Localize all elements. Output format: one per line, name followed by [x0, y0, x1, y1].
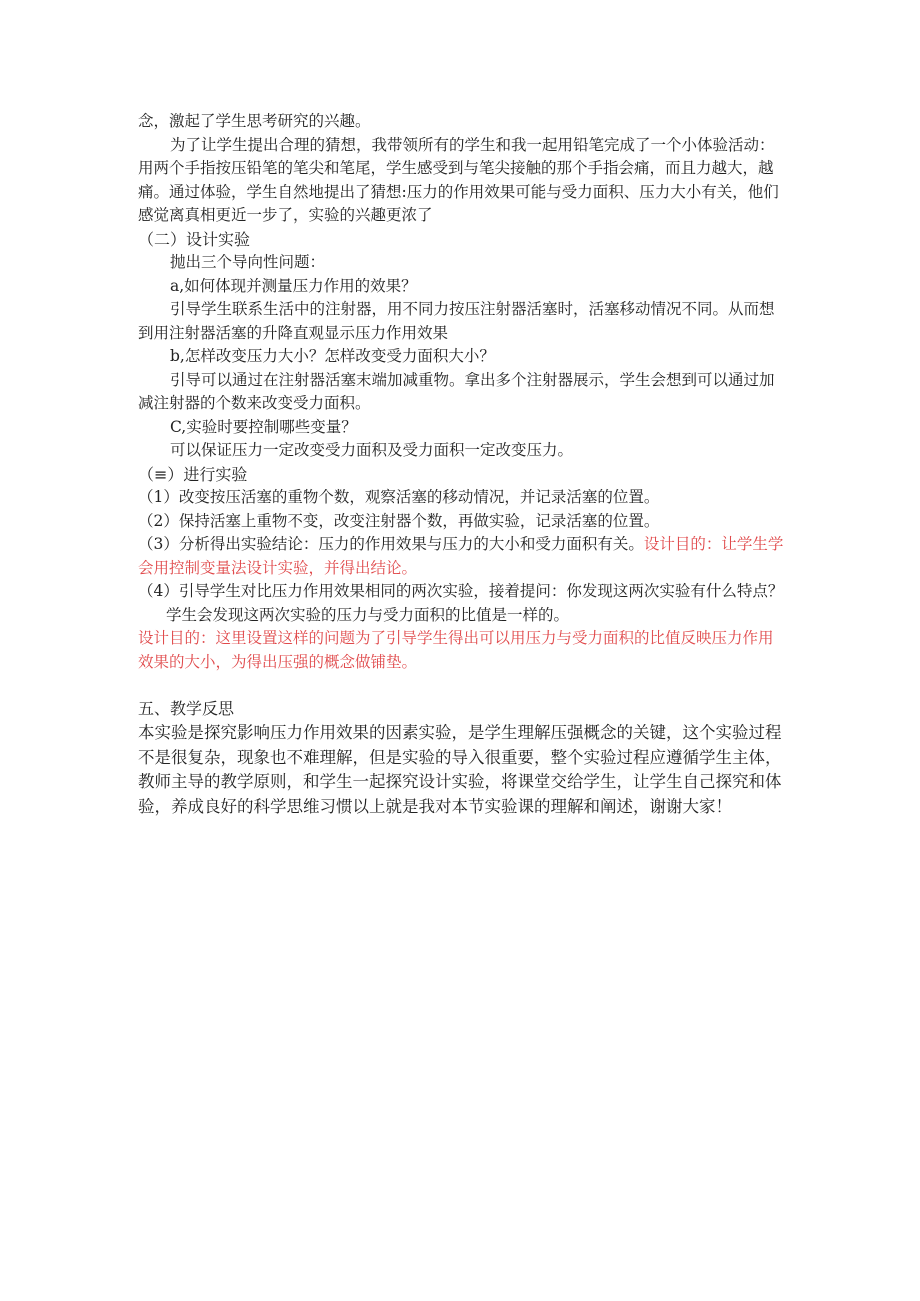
paragraph-gap	[138, 674, 788, 697]
step-3	[138, 533, 788, 580]
step-4: （4）引导学生对比压力作用效果相同的两次实验，接着提问：你发现这两次实验有什么特点？	[138, 582, 784, 600]
answer-c: 可以保证压力一定改变受力面积及受力面积一定改变压力。	[170, 441, 574, 459]
heading-teaching-reflection: 五、教学反思	[138, 699, 235, 718]
step-1: （1）改变按压活塞的重物个数，观察活塞的移动情况，并记录活塞的位置。	[138, 488, 660, 506]
heading-design-experiment: （二）设计实验	[138, 229, 251, 249]
step-3-design-purpose: 设计目的：让学生学会用控制变量法设计实验，并得出结论。	[138, 535, 784, 577]
paragraph-design-purpose: 设计目的：这里设置这样的问题为了引导学生得出可以用压力与受力面积的比值反映压力作用效果的大小，为得出压强的概念做铺垫。	[138, 629, 774, 671]
paragraph-guiding-questions: 抛出三个导向性问题：	[170, 253, 326, 271]
paragraph-ratio-observation: 学生会发现这两次实验的压力与受力面积的比值是一样的。	[166, 605, 570, 624]
question-c: C,实验时要控制哪些变量？	[170, 417, 357, 436]
step-2: （2）保持活塞上重物不变，改变注射器个数，再做实验，记录活塞的位置。	[138, 511, 660, 530]
paragraph-pencil-activity: 为了让学生提出合理的猜想，我带领所有的学生和我一起用铅笔完成了一个小体验活动：用两个手指按压铅笔的笔尖和笔尾，学生感受到与笔尖接触的那个手指会痛，而且力越大，越痛。通过体验，学生自然地提出了猜想:压力的作用效果可能与受力面积、压力大小有关，他们感觉离真相更近一步了，实验的兴趣更浓了	[138, 135, 779, 224]
heading-conduct-experiment: （≡）进行实验	[138, 464, 248, 484]
paragraph-reflection: 本实验是探究影响压力作用效果的因素实验，是学生理解压强概念的关键，这个实验过程不是很复杂，现象也不难理解，但是实验的导入很重要，整个实验过程应遵循学生主体，教师主导的教学原则，和学生一起探究设计实验，将课堂交给学生，让学生自己探究和体验，养成良好的科学思维习惯以上就是我对本节实验课的理解和阐述，谢谢大家！	[138, 723, 782, 816]
answer-a: 引导学生联系生活中的注射器，用不同力按压注射器活塞时，活塞移动情况不同。从而想到用注射器活塞的升降直观显示压力作用效果	[138, 300, 775, 342]
step-3-text: （3）分析得出实验结论：压力的作用效果与压力的大小和受力面积有关。	[138, 535, 644, 553]
question-a: a,如何体现并测量压力作用的效果？	[170, 276, 417, 295]
document-body	[138, 110, 788, 819]
answer-b: 引导可以通过在注射器活塞末端加减重物。拿出多个注射器展示，学生会想到可以通过加减注射器的个数来改变受力面积。	[138, 370, 775, 412]
paragraph-continuation: 念，激起了学生思考研究的兴趣。	[138, 112, 371, 130]
question-b: b,怎样改变压力大小？怎样改变受力面积大小？	[170, 347, 495, 365]
